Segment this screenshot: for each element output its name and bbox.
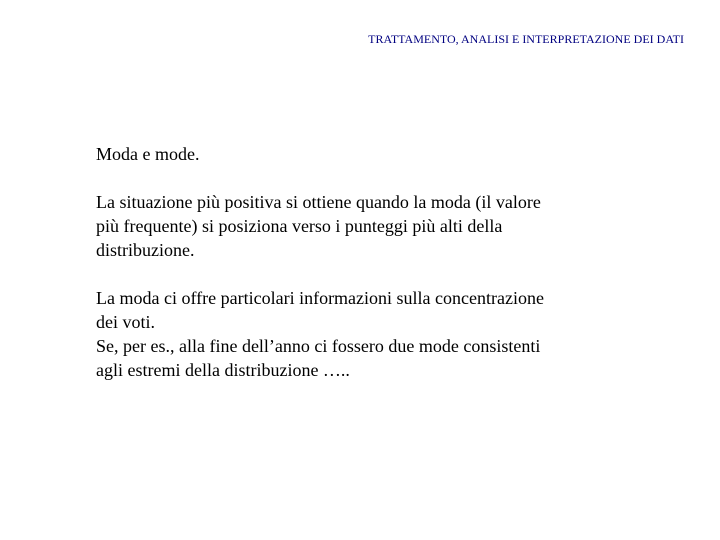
slide-header: TRATTAMENTO, ANALISI E INTERPRETAZIONE DEI DATI [368, 32, 684, 46]
paragraph-line: dei voti. [96, 312, 155, 332]
spacer [96, 262, 636, 286]
paragraph-line: agli estremi della distribuzione ….. [96, 360, 350, 380]
paragraph-line: La moda ci offre particolari informazioni sulla concentrazione [96, 288, 544, 308]
paragraph-line: Se, per es., alla fine dell’anno ci fossero due mode consistenti [96, 336, 541, 356]
paragraph-line: La situazione più positiva si ottiene quando la moda (il valore [96, 192, 541, 212]
paragraph-concentration [96, 286, 636, 334]
paragraph-example [96, 334, 636, 382]
spacer [96, 166, 636, 190]
slide-title: Moda e mode. [96, 144, 200, 164]
paragraph-line: più frequente) si posiziona verso i punteggi più alti della [96, 216, 503, 236]
slide-body [96, 142, 636, 382]
paragraph-line: distribuzione. [96, 240, 195, 260]
paragraph-mode-position [96, 190, 636, 262]
